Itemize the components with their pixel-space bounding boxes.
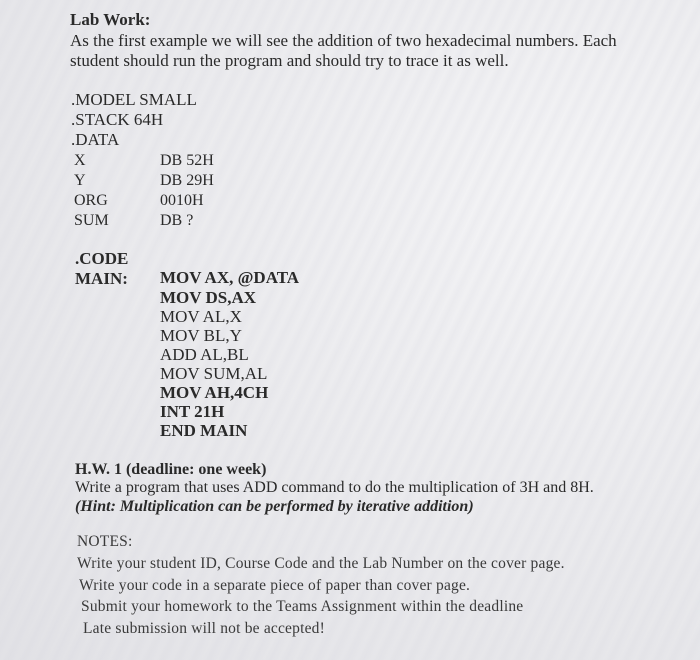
homework-hint: (Hint: Multiplication can be performed by iterative addition) [75,498,474,515]
instruction-line: END MAIN [160,421,248,440]
directive-model: .MODEL SMALL [71,90,197,109]
data-label-org: ORG [74,192,108,209]
instruction-line: MOV SUM,AL [160,364,268,383]
main-label: MAIN: [75,269,128,288]
instruction-line: INT 21H [160,402,225,421]
note-item: Late submission will not be accepted! [83,620,325,637]
instruction-line: ADD AL,BL [160,345,249,364]
data-value-sum: DB ? [160,212,194,229]
directive-code: .CODE [75,249,129,268]
lab-work-heading: Lab Work: [70,10,151,29]
note-item: Submit your homework to the Teams Assignment within the deadline [81,598,524,615]
homework-title: H.W. 1 (deadline: one week) [75,461,267,478]
data-label-y: Y [74,172,86,189]
instruction-line: MOV BL,Y [160,326,242,345]
directive-stack: .STACK 64H [71,110,164,129]
data-label-sum: SUM [74,212,109,229]
data-value-org: 0010H [160,192,204,209]
data-label-x: X [74,152,86,169]
instruction-line: MOV AH,4CH [160,383,269,402]
homework-description: Write a program that uses ADD command to do the multiplication of 3H and 8H. [75,479,594,496]
notes-title: NOTES: [77,533,133,550]
note-item: Write your student ID, Course Code and the Lab Number on the cover page. [77,555,565,572]
instruction-line: MOV DS,AX [160,288,257,307]
directive-data: .DATA [71,130,120,149]
intro-line-1: As the first example we will see the addition of two hexadecimal numbers. Each [70,31,617,50]
data-value-x: DB 52H [160,152,214,169]
intro-line-2: student should run the program and should try to trace it as well. [70,51,509,70]
note-item: Write your code in a separate piece of paper than cover page. [79,577,471,594]
data-value-y: DB 29H [160,172,214,189]
instruction-line: MOV AL,X [160,307,242,326]
instruction-line: MOV AX, @DATA [160,268,300,287]
